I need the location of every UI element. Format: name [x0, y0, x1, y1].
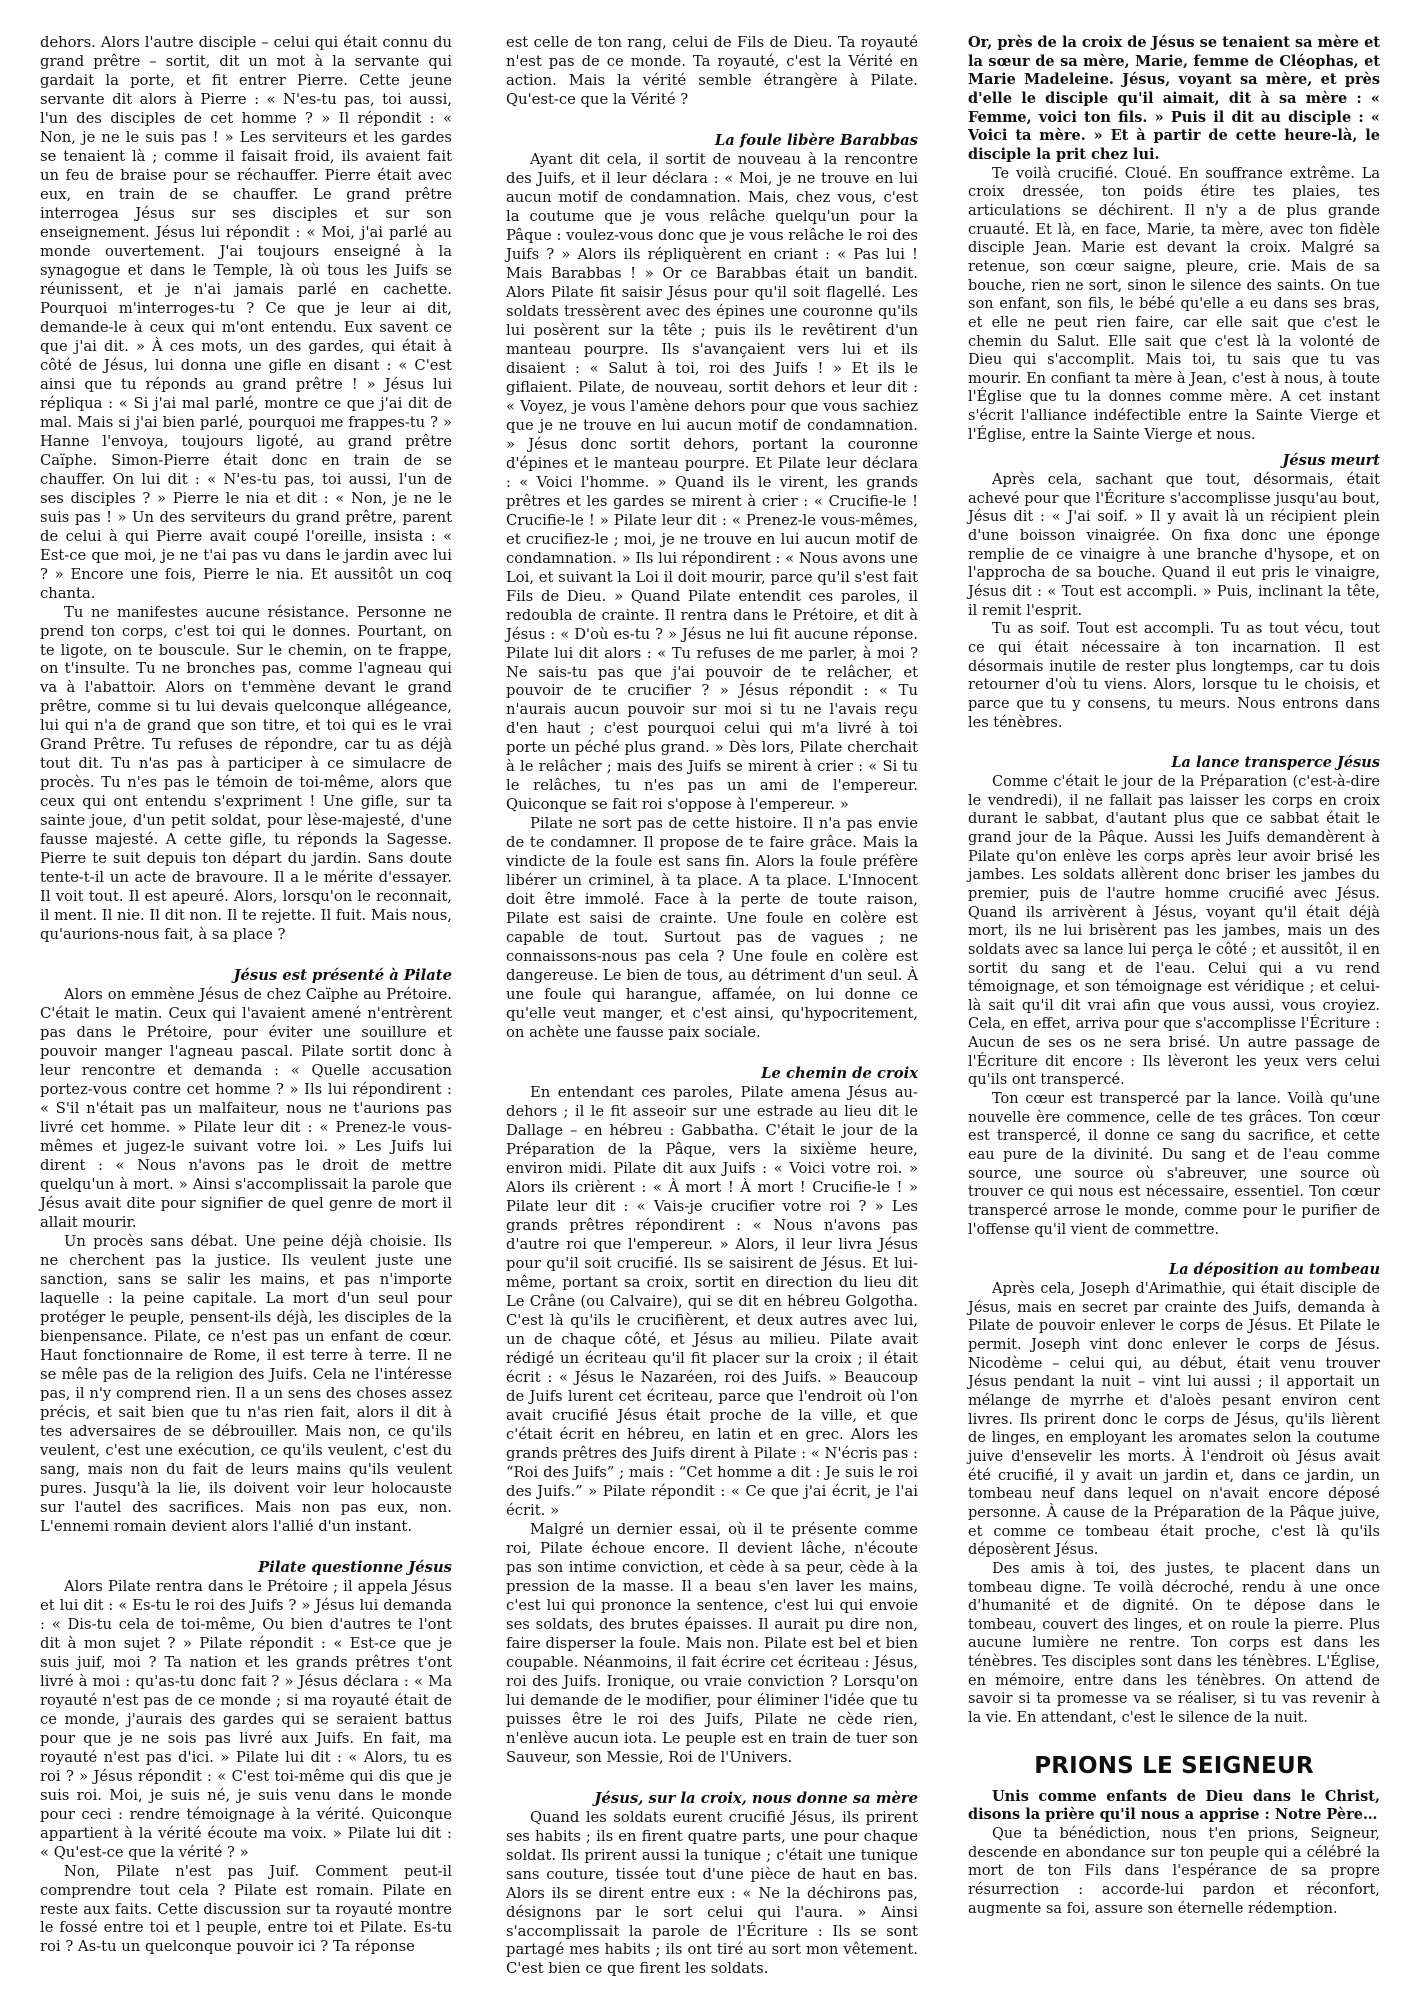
meditation-paragraph: Malgré un dernier essai, où il te présente comme roi, Pilate échoue encore. Il devient lâche, n'écoute pas son intime conviction, et cède à sa peur, cède à la pression de la masse. Il a beau s'en laver les mains, c'est lui qui prononce la sentence, c'est lui qui envoie ses soldats, des brutes épaisses. Il aurait pu dire non, faire disperser la foule. Mais non. Pilate est bel et bien coupable. Néanmoins, il fait écrire cet écriteau : Jésus, roi des Juifs. Ironique, ou vraie conviction ? Lorsqu'on lui demande de le modifier, pour éliminer l'idée que tu puisses être le roi des Juifs, Pilate ne cède rien, n'enlève aucun iota. Le peuple est en train de tuer son Sauveur, son Messie, Roi de l'Univers. [506, 1520, 918, 1766]
prayer-lead: Unis comme enfants de Dieu dans le Christ, disons la prière qu'il nous a apprise : Notre Père… [968, 1787, 1380, 1824]
passage-gospel: Après cela, sachant que tout, désormais, était achevé pour que l'Écriture s'accomplisse jusqu'au bout, Jésus dit : « J'ai soif. » Il y avait là un récipient plein d'une boisson vinaigrée. On fixa donc une éponge remplie de ce vinaigre à une branche d'hysope, et on l'approcha de sa bouche. Quand il eut pris le vinaigre, Jésus dit : « Tout est accompli. » Puis, inclinant la tête, il remit l'esprit. [968, 472, 1380, 619]
prayer-title: PRIONS LE SEIGNEUR [1034, 1752, 1314, 1779]
passage-gospel: Comme c'était le jour de la Préparation (c'est-à-dire le vendredi), il ne fallait pas laisser les corps en croix durant le sabbat, d'autant plus que ce sabbat était le grand jour de la Pâque. Aussi les Juifs demandèrent à Pilate qu'on enlève les corps après leur avoir brisé les jambes. Les soldats allèrent donc briser les jambes du premier, puis de l'autre homme crucifié avec Jésus. Quand ils arrivèrent à Jésus, voyant qu'il était déjà mort, ils ne lui brisèrent pas les jambes, mais un des soldats avec sa lance lui perça le côté ; et aussitôt, il en sortit du sang et de l'eau. Celui qui a vu rend témoignage, et son témoignage est véridique ; et celui-là sait qu'il dit vrai afin que vous aussi, vous croyiez. Cela, en effet, arriva pour que s'accomplisse l'Écriture : Aucun de ses os ne sera brisé. Un autre passage de l'Écriture dit encore : Ils lèveront les yeux vers celui qu'ils ont transpercé. [968, 773, 1380, 1089]
prayer-text: Que ta bénédiction, nous t'en prions, Seigneur, descende en abondance sur ton peuple qui a célébré la mort de ton Fils dans l'espérance de sa propre résurrection : accorde-lui pardon et réconfort, augmente sa foi, assure son éternelle rédemption. [968, 1826, 1380, 1917]
meditation-paragraph: Un procès sans débat. Une peine déjà choisie. Ils ne cherchent pas la justice. Ils veulent juste une sanction, sans se salir les mains, et pas n'importe laquelle : la peine capitale. La mort d'un seul pour protéger le peuple, pensent-ils déjà, les disciples de la bienpensance. Pilate, ce n'est pas un enfant de cœur. Haut fonctionnaire de Rome, il est terre à terre. Il ne se mêle pas de la religion des Juifs. Cela ne l'intéresse pas, il n'y comprend rien. Il a un sens des choses assez précis, et sait bien que tu n'as rien fait, alors il dit à tes adversaires de se débrouiller. Mais non, ce qu'ils veulent, c'est une exécution, ce qu'ils veulent, c'est du sang, mais non du fait de leurs mains qu'ils veulent pures. Jusqu'à la lie, ils doivent voir leur holocauste sur l'autel des sacrifices. Mais non pas eux, non. L'ennemi romain devient alors l'allié d'un instant. [40, 1233, 452, 1535]
meditation-paragraph: est celle de ton rang, celui de Fils de Dieu. Ta royauté n'est pas de ce monde. Ta royauté, c'est la Vérité en action. Mais la vérité semble étrangère à Pilate. Qu'est-ce que la Vérité ? [506, 34, 918, 108]
passage-gospel: Ayant dit cela, il sortit de nouveau à la rencontre des Juifs, et il leur déclara : « Moi, je ne trouve en lui aucun motif de condamnation. Mais, chez vous, c'est la coutume que je vous relâche quelqu'un pour la Pâque : voulez-vous donc que je vous relâche le roi des Juifs ? » Alors ils répliquèrent en criant : « Pas lui ! Mais Barabbas ! » Or ce Barabbas était un bandit. Alors Pilate fit saisir Jésus pour qu'il soit flagellé. Les soldats tressèrent avec des épines une couronne qu'ils lui posèrent sur la tête ; puis ils le revêtirent d'un manteau pourpre. Ils s'avançaient vers lui et ils disaient : « Salut à toi, roi des Juifs ! » Et ils le giflaient. Pilate, de nouveau, sortit dehors et leur dit : « Voyez, je vous l'amène dehors pour que vous sachiez que je ne trouve en lui aucun motif de condamnation. » Jésus donc sortit dehors, portant la couronne d'épines et le manteau pourpre. Et Pilate leur déclara : « Voici l'homme. » Quand ils le virent, les grands prêtres et les gardes se mirent à crier : « Crucifie-le ! Crucifie-le ! » Pilate leur dit : « Prenez-le vous-mêmes, et crucifiez-le ; moi, je ne trouve en lui aucun motif de condamnation. » Ils lui répondirent : « Nous avons une Loi, et suivant la Loi il doit mourir, parce qu'il s'est fait Fils de Dieu. » Quand Pilate entendit ces paroles, il redoubla de crainte. Il rentra dans le Prétoire, et dit à Jésus : « D'où es-tu ? » Jésus ne lui fit aucune réponse. Pilate lui dit alors : « Tu refuses de me parler, à moi ? Ne sais-tu pas que j'ai pouvoir de te relâcher, et pouvoir de te crucifier ? » Jésus répondit : « Tu n'aurais aucun pouvoir sur moi si tu ne l'avais reçu d'en haut ; c'est pourquoi celui qui m'a livré à toi porte un péché plus grand. » Dès lors, Pilate cherchait à le relâcher ; mais des Juifs se mirent à crier : « Si tu le relâches, tu n'es pas un ami de l'empereur. Quiconque se fait roi s'oppose à l'empereur. » [506, 150, 918, 814]
section-heading: Jésus meurt [1282, 452, 1380, 470]
passage-gospel: Alors on emmène Jésus de chez Caïphe au Prétoire. C'était le matin. Ceux qui l'avaient amené n'entrèrent pas dans le Prétoire, pour éviter une souillure et pouvoir manger l'agneau pascal. Pilate sortit donc à leur rencontre et demanda : « Quelle accusation portez-vous contre cet homme ? » Ils lui répondirent : « S'il n'était pas un malfaiteur, nous ne t'aurions pas livré cet homme. » Pilate leur dit : « Prenez-le vous-mêmes et jugez-le suivant votre loi. » Les Juifs lui dirent : « Nous n'avons pas le droit de mettre quelqu'un à mort. » Ainsi s'accomplissait la parole que Jésus avait dite pour signifier de quel genre de mort il allait mourir. [40, 986, 452, 1232]
passage-gospel: Or, près de la croix de Jésus se tenaient sa mère et la sœur de sa mère, Marie, femme de Cléophas, et Marie Madeleine. Jésus, voyant sa mère, et près d'elle le disciple qu'il aimait, dit à sa mère : « Femme, voici ton fils. » Puis il dit au disciple : « Voici ta mère. » Et à partir de cette heure-là, le disciple la prit chez lui. [968, 34, 1380, 163]
meditation-paragraph: Te voilà crucifié. Cloué. En souffrance extrême. La croix dressée, ton poids étire tes plaies, tes articulations se déchirent. Il n'y a de plus grande cruauté. Et là, en face, Marie, ta mère, avec ton fidèle disciple Jean. Marie est devant la croix. Malgré sa retenue, son cœur saigne, pleure, crie. Mais de sa bouche, rien ne sort, sinon le silence des saints. On tue son enfant, son fils, le bébé qu'elle a eu dans ses bras, et elle ne peut rien faire, car elle sait que c'est le chemin du Salut. Elle sait que c'est là la volonté de Dieu qui s'accomplit. Mais toi, tu sais que tu vas mourir. En confiant ta mère à Jean, c'est à nous, à toute l'Église que tu la donnes comme mère. A cet instant s'écrit l'alliance indéfectible entre la Sainte Vierge et l'Église, entre la Sainte Vierge et nous. [968, 165, 1380, 443]
column-2 [506, 34, 918, 1979]
section-heading: Le chemin de croix [761, 1065, 918, 1083]
meditation-paragraph: Tu ne manifestes aucune résistance. Personne ne prend ton corps, c'est toi qui le donnes. Pourtant, on te ligote, on te bouscule. Sur le chemin, on te frappe, on t'insulte. Tu ne bronches pas, comme l'agneau qui va à l'abattoir. Alors on t'emmène devant le grand prêtre, comme si tu lui devais quelconque allégeance, lui qui n'a de grand que son titre, et toi qui es le vrai Grand Prêtre. Tu refuses de répondre, car tu as déjà tout dit. Tu n'as pas à participer à ce simulacre de procès. Tu n'es pas le témoin de toi-même, alors que ceux qui ont entendu s'expriment ! Une gifle, sur ta sainte joue, d'un petit soldat, pour lèse-majesté, d'une fausse majesté. A cette gifle, tu réponds la Sagesse. Pierre te suit depuis ton départ du jardin. Sans doute tente-t-il un acte de bravoure. Il a le mérite d'essayer. Il voit tout. Il est apeuré. Alors, lorsqu'on le reconnait, il ment. Il nie. Il dit non. Il te rejette. Il fuit. Mais nous, qu'aurions-nous fait, à sa place ? [40, 603, 452, 944]
passage-gospel-peter-denial: dehors. Alors l'autre disciple – celui qui était connu du grand prêtre – sortit, dit un mot à la servante qui gardait la porte, et fit entrer Pierre. Cette jeune servante dit alors à Pierre : « N'es-tu pas, toi aussi, l'un des disciples de cet homme ? » Il répondit : « Non, je ne le suis pas ! » Les serviteurs et les gardes se tenaient là ; comme il faisait froid, ils avaient fait un feu de braise pour se réchauffer. Pierre était avec eux, en train de se chauffer. Le grand prêtre interrogea Jésus sur ses disciples et sur son enseignement. Jésus lui répondit : « Moi, j'ai parlé au monde ouvertement. J'ai toujours enseigné à la synagogue et dans le Temple, là où tous les Juifs se réunissent, et je n'ai jamais parlé en cachette. Pourquoi m'interroges-tu ? Ce que je leur ai dit, demande-le à ceux qui m'ont entendu. Eux savent ce que j'ai dit. » À ces mots, un des gardes, qui était à côté de Jésus, lui donna une gifle en disant : « C'est ainsi que tu réponds au grand prêtre ! » Jésus lui répliqua : « Si j'ai mal parlé, montre ce que j'ai dit de mal. Mais si j'ai bien parlé, pourquoi me frappes-tu ? » Hanne l'envoya, toujours ligoté, au grand prêtre Caïphe. Simon-Pierre était donc en train de se chauffer. On lui dit : « N'es-tu pas, toi aussi, l'un de ses disciples ? » Pierre le nia et dit : « Non, je ne le suis pas ! » Un des serviteurs du grand prêtre, parent de celui à qui Pierre avait coupé l'oreille, insista : « Est-ce que moi, je ne t'ai pas vu dans le jardin avec lui ? » Encore une fois, Pierre le nia. Et aussitôt un coq chanta. [40, 34, 452, 602]
meditation-paragraph: Des amis à toi, des justes, te placent dans un tombeau digne. Te voilà décroché, rendu à une once d'humanité et de dignité. On te dépose dans le tombeau, couvert des linges, et on roule la pierre. Plus aucune lumière ne rentre. Ton corps est dans les ténèbres. Tes disciples sont dans les ténèbres. L'Église, en mémoire, entre dans les ténèbres. On attend de savoir si ta promesse va se réaliser, si tu vas revenir à la vie. En attendant, c'est le silence de la nuit. [968, 1560, 1380, 1727]
passage-gospel: Alors Pilate rentra dans le Prétoire ; il appela Jésus et lui dit : « Es-tu le roi des Juifs ? » Jésus lui demanda : « Dis-tu cela de toi-même, Ou bien d'autres te l'ont dit à mon sujet ? » Pilate répondit : « Est-ce que je suis juif, moi ? Ta nation et les grands prêtres t'ont livré à moi : qu'as-tu donc fait ? » Jésus déclara : « Ma royauté n'est pas de ce monde ; si ma royauté était de ce monde, j'aurais des gardes qui se seraient battus pour que je ne sois pas livré aux Juifs. En fait, ma royauté n'est pas d'ici. » Pilate lui dit : « Alors, tu es roi ? » Jésus répondit : « C'est toi-même qui dis que je suis roi. Moi, je suis né, je suis venu dans le monde pour ceci : rendre témoignage à la vérité. Quiconque appartient à la vérité écoute ma voix. » Pilate lui dit : « Qu'est-ce que la vérité ? » [40, 1577, 452, 1861]
section-heading: La foule libère Barabbas [714, 131, 918, 149]
column-3 [968, 34, 1380, 1918]
section-heading: Jésus, sur la croix, nous donne sa mère [594, 1789, 918, 1807]
section-heading: Jésus est présenté à Pilate [233, 967, 452, 985]
section-heading: Pilate questionne Jésus [258, 1558, 452, 1576]
meditation-paragraph: Ton cœur est transpercé par la lance. Voilà qu'une nouvelle ère commence, celle de tes grâces. Ton cœur est transpercé, il donne ce sang du sacrifice, et cette eau pure de la divinité. Du sang et de l'eau comme source, une source où s'abreuver, une source où trouver ce qui nous est nécessaire, essentiel. Ton cœur transpercé arrose le monde, comme pour le purifier de l'offense qu'il vient de commettre. [968, 1091, 1380, 1238]
meditation-paragraph: Non, Pilate n'est pas Juif. Comment peut-il comprendre tout cela ? Pilate est romain. Pilate en reste aux faits. Cette discussion sur ta royauté montre le fossé entre toi et l peuple, entre toi et Pilate. Es-tu roi ? As-tu un quelconque pouvoir ici ? Ta réponse [40, 1862, 452, 1956]
passage-gospel: Après cela, Joseph d'Arimathie, qui était disciple de Jésus, mais en secret par crainte des Juifs, demanda à Pilate de pouvoir enlever le corps de Jésus. Et Pilate le permit. Joseph vint donc enlever le corps de Jésus. Nicodème – celui qui, au début, était venu trouver Jésus pendant la nuit – vint lui aussi ; il apportait un mélange de myrrhe et d'aloès pesant environ cent livres. Ils prirent donc le corps de Jésus, qu'ils lièrent de linges, en employant les aromates selon la coutume juive d'ensevelir les morts. À l'endroit où Jésus avait été crucifié, il y avait un jardin et, dans ce jardin, un tombeau neuf dans lequel on n'avait encore déposé personne. À cause de la Préparation de la Pâque juive, et comme ce tombeau était proche, c'est là qu'ils déposèrent Jésus. [968, 1281, 1380, 1559]
meditation-paragraph: Tu as soif. Tout est accompli. Tu as tout vécu, tout ce qui était nécessaire à ton incarnation. Il est désormais inutile de rester plus longtemps, car tu dois retourner d'où tu viens. Alors, lorsque tu le choisis, et parce que tu y consens, tu meurs. Nous entrons dans les ténèbres. [968, 621, 1380, 731]
column-1 [40, 34, 452, 1957]
section-heading: La lance transperce Jésus [1171, 754, 1380, 772]
meditation-paragraph: Pilate ne sort pas de cette histoire. Il n'a pas envie de te condamner. Il propose de te faire grâce. Mais la vindicte de la foule est sans fin. Alors la foule préfère libérer un criminel, à ta place. A ta place. L'Innocent doit être immolé. Face à la perte de toute raison, Pilate est saisi de crainte. Une foule en colère est capable de tout. Surtout pas de vagues ; ne connaissons-nous pas cela ? Une foule en colère est dangereuse. Le bien de tous, au détriment d'un seul. À une foule qui harangue, affamée, on lui donne ce qu'elle veut manger, et c'est ainsi, qu'hypocritement, on achète une fausse paix sociale. [506, 815, 918, 1042]
passage-gospel: Quand les soldats eurent crucifié Jésus, ils prirent ses habits ; ils en firent quatre parts, une pour chaque soldat. Ils prirent aussi la tunique ; c'était une tunique sans couture, tissée tout d'une pièce de haut en bas. Alors ils se dirent entre eux : « Ne la déchirons pas, désignons par le sort celui qui l'aura. » Ainsi s'accomplissait la parole de l'Écriture : Ils se sont partagé mes habits ; ils ont tiré au sort mon vêtement. C'est bien ce que firent les soldats. [506, 1808, 918, 1978]
passage-gospel: En entendant ces paroles, Pilate amena Jésus au-dehors ; il le fit asseoir sur une estrade au lieu dit le Dallage – en hébreu : Gabbatha. C'était le jour de la Préparation de la Pâque, vers la sixième heure, environ midi. Pilate dit aux Juifs : « Voici votre roi. » Alors ils crièrent : « À mort ! À mort ! Crucifie-le ! » Pilate leur dit : « Vais-je crucifier votre roi ? » Les grands prêtres répondirent : « Nous n'avons pas d'autre roi que l'empereur. » Alors, il leur livra Jésus pour qu'il soit crucifié. Ils se saisirent de Jésus. Et lui-même, portant sa croix, sortit en direction du lieu dit Le Crâne (ou Calvaire), qui se dit en hébreu Golgotha. C'est là qu'ils le crucifièrent, et deux autres avec lui, un de chaque côté, et Jésus au milieu. Pilate avait rédigé un écriteau qu'il fit placer sur la croix ; il était écrit : « Jésus le Nazaréen, roi des Juifs. » Beaucoup de Juifs lurent cet écriteau, parce que l'endroit où l'on avait crucifié Jésus était proche de la ville, et que c'était écrit en hébreu, en latin et en grec. Alors les grands prêtres des Juifs dirent à Pilate : « N'écris pas : “Roi des Juifs” ; mais : “Cet homme a dit : Je suis le roi des Juifs.” » Pilate répondit : « Ce que j'ai écrit, je l'ai écrit. » [506, 1084, 918, 1519]
section-heading: La déposition au tombeau [1169, 1261, 1380, 1279]
